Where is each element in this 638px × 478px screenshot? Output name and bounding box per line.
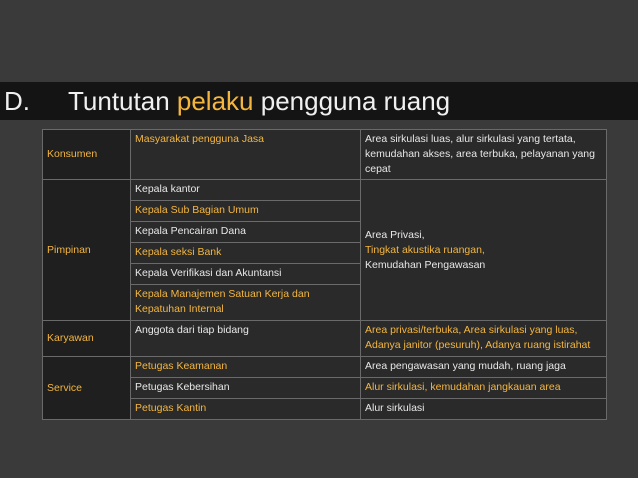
actor-cell: Kepala kantor [131, 180, 361, 201]
title-part-1: Tuntutan [68, 86, 177, 116]
actor-cell: Kepala Verifikasi dan Akuntansi [131, 264, 361, 285]
need-line: Adanya janitor (pesuruh), Adanya ruang istirahat [365, 339, 591, 351]
need-cell: Area pengawasan yang mudah, ruang jaga [361, 357, 607, 378]
requirements-table [42, 129, 607, 420]
actor-cell: Petugas Keamanan [131, 357, 361, 378]
table-row-service [43, 357, 607, 378]
category-karyawan: Karyawan [43, 321, 131, 357]
table-row-karyawan [43, 321, 607, 357]
actor-cell: Petugas Kebersihan [131, 378, 361, 399]
title-accent: pelaku [176, 86, 254, 116]
need-cell-karyawan [361, 321, 607, 357]
title-part-2: pengguna ruang [253, 86, 451, 116]
need-cell-pimpinan [361, 180, 607, 321]
need-line: kemudahan akses, area terbuka, pelayanan yang cepat [365, 148, 595, 175]
need-line: Area sirkulasi luas, alur sirkulasi yang tertata, [365, 133, 576, 145]
table-row-konsumen [43, 130, 607, 180]
need-cell: Alur sirkulasi, kemudahan jangkauan area [361, 378, 607, 399]
need-line: Area privasi/terbuka, Area sirkulasi yang luas, [365, 324, 578, 336]
actor-cell: Kepala Sub Bagian Umum [131, 201, 361, 222]
section-letter: D. [4, 86, 30, 116]
need-line: Tingkat akustika ruangan, [365, 243, 485, 256]
need-line: Kemudahan Pengawasan [365, 258, 486, 271]
table-row-pimpinan [43, 180, 607, 201]
actor-cell: Kepala Manajemen Satuan Kerja dan Kepatuhan Internal [131, 285, 361, 321]
actor-cell: Kepala Pencairan Dana [131, 222, 361, 243]
category-pimpinan: Pimpinan [43, 180, 131, 321]
actor-cell: Kepala seksi Bank [131, 243, 361, 264]
actor-cell: Anggota dari tiap bidang [131, 321, 361, 357]
category-service: Service [43, 357, 131, 420]
need-cell: Alur sirkulasi [361, 399, 607, 420]
actor-cell: Petugas Kantin [131, 399, 361, 420]
need-line: Area Privasi, [365, 228, 425, 241]
need-cell-konsumen [361, 130, 607, 180]
title-bar [0, 82, 638, 120]
actor-cell: Masyarakat pengguna Jasa [131, 130, 361, 180]
page-title [68, 86, 450, 116]
category-konsumen: Konsumen [43, 130, 131, 180]
